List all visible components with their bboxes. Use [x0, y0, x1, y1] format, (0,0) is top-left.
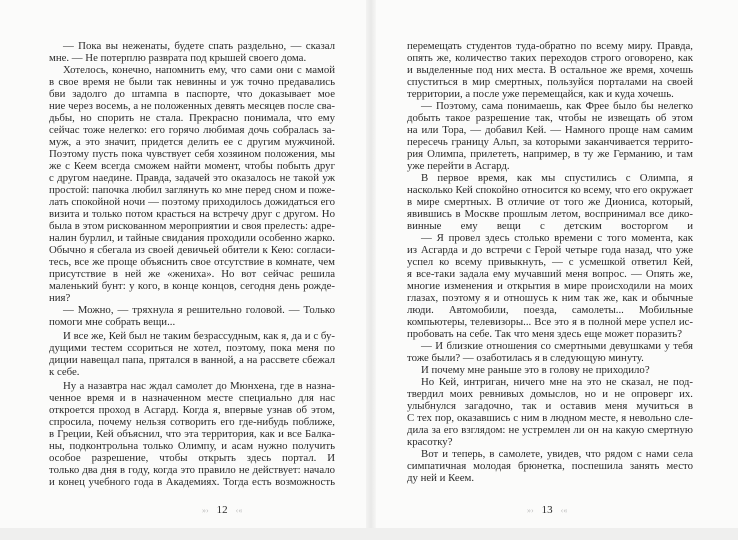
scan-edge — [0, 528, 738, 540]
ornament-icon: »› — [527, 506, 534, 515]
text-line: Но Кей, интриган, ничего мне на это не сказал, не под- — [421, 376, 693, 388]
ornament-icon: ‹« — [235, 506, 243, 515]
text-line: успел ко всему привыкнуть, — с усмешкой ответил Кей, — [407, 256, 693, 268]
text-line: добыть такое разрешение так, чтобы не извещать об этом — [407, 112, 693, 124]
text-line: — Можно, — тряхнула я решительно головой. — Только — [63, 304, 335, 316]
text-line: ны, подконтрольна только Олимпу, и асам нужно получить — [49, 440, 335, 452]
left-page-text — [49, 40, 335, 488]
text-line: спуститься в мир смертных, пользуйся порталами на своей — [407, 76, 693, 88]
text-line: я все-таки задала ему мучавший меня вопрос. — Опять же, — [407, 268, 693, 280]
page-number-left — [202, 504, 242, 517]
text-line: Обычно я сбегала из своей девичьей обители к Кею: согласи- — [49, 244, 335, 256]
text-line: улыбнулся загадочно, так и оставив меня мучиться в — [407, 400, 693, 412]
text-line: и конец учебного года в Академиях. Тогда есть возможность — [49, 476, 335, 488]
paragraph — [407, 364, 693, 376]
text-line: на или Тора, — добавил Кей. — Намного проще нам самим — [407, 124, 693, 136]
paragraph — [407, 40, 693, 100]
text-line: перемещать студентов туда-обратно по всему миру. Правда, — [407, 40, 693, 52]
text-line: Хотелось, конечно, напомнить ему, что сами они с мамой — [63, 64, 335, 76]
text-line: пробовать на себе. Так что меня здесь еще может поразить? — [407, 328, 683, 340]
text-line: многие изменения и открытия в мире происходили на моих — [407, 280, 693, 292]
text-line: лать спокойной ночи — поэтому приходилось дожидаться его — [49, 196, 335, 208]
text-line: И почему мне раньше это в голову не приходило? — [421, 364, 650, 376]
text-line: ду ней и Кеем. — [407, 472, 475, 484]
text-line: налин бурлил, и тайные свидания проходили особенно жарко. — [49, 232, 335, 244]
text-line: — Я провел здесь столько времени с того момента, как — [421, 232, 693, 244]
text-line: же с Кеем всегда сможем найти момент, чтобы побыть друг — [49, 160, 335, 172]
paragraph — [407, 232, 693, 340]
text-line: — Пока вы неженаты, будете спать раздельно, — сказал — [63, 40, 335, 52]
paragraph — [407, 376, 693, 448]
page-number: 12 — [216, 504, 228, 516]
text-line: сейчас тоже нелегко: его горячо любимая дочь собралась за- — [49, 124, 335, 136]
text-line: к себе. — [49, 366, 80, 378]
text-line: маленький бунт: у кого, в конце концов, сегодня день рожде- — [49, 280, 335, 292]
paragraph — [49, 330, 335, 378]
text-line: компьютеры, телевизоры... Все это я в полной мере успел ис- — [407, 316, 693, 328]
text-line: твердил моих ревнивых домыслов, но и не опроверг их. — [407, 388, 693, 400]
paragraph — [49, 64, 335, 304]
text-line: И все же, Кей был не таким безрассудным, как я, да и с бу- — [63, 330, 335, 342]
text-line: в Греции, Кей объяснил, что эта территория, как и все Балка- — [49, 428, 335, 440]
text-line: из Асгарда и до встречи с Герой четыре года назад, что уже — [407, 244, 693, 256]
text-line: бви задолго до штампа в паспорте, что доказывает мое — [49, 88, 335, 100]
text-line: Вот и теперь, в самолете, увидев, что рядом с нами села — [421, 448, 693, 460]
text-line: только два дня в году, когда это правило не действует: начало — [49, 464, 335, 476]
text-line: простой: папочка любил заглянуть ко мне перед сном и поже- — [49, 184, 335, 196]
book-gutter — [366, 0, 376, 540]
text-line: ние через восемь, а не положенных девять месяцев после сва- — [49, 100, 335, 112]
text-line: визита и только потом красться на встречу друг с другом. Но — [49, 208, 335, 220]
text-line: ния? — [49, 292, 71, 304]
text-line: территории, а после уже перемещайся, как и куда хочешь. — [407, 88, 674, 100]
text-line: насколько Кей спокойно относится ко всему, что его окружает — [407, 184, 693, 196]
text-line: и выделенные под них места. В остальное же время, хочешь — [407, 64, 693, 76]
page-number: 13 — [541, 504, 553, 516]
text-line: присутствие в ней же «жениха». Но вот сейчас решила — [49, 268, 335, 280]
text-line: откроется проход в Асгард. Когда я, впервые узнав об этом, — [49, 404, 335, 416]
text-line: опять же, количество таких переходов строго оговорено, как — [407, 52, 693, 64]
text-line: особое разрешение, чтобы открыть здесь портал. И — [49, 452, 335, 464]
text-line: — Поэтому, сама понимаешь, как Фрее было бы нелегко — [421, 100, 693, 112]
text-line: люди. Автомобили, поезда, самолеты... Мобильные — [407, 304, 693, 316]
paragraph — [407, 100, 693, 172]
text-line: была в этом рискованном мероприятии и своя прелесть: адре- — [49, 220, 335, 232]
text-line: симпатичная молодая брюнетка, поспешила занять место — [407, 460, 693, 472]
text-line: — И близкие отношения со смертными девушками у тебя — [421, 340, 693, 352]
paragraph — [407, 340, 693, 364]
text-line: ченное время и в назначенном месте специально для нас — [49, 392, 335, 404]
text-line: диции навещал папа, прятался в ванной, а на рассвете сбежал — [49, 354, 335, 366]
text-line: тесь, все же проще объяснить свое отсутствие в комнате, чем — [49, 256, 335, 268]
text-line: дущими тестем ссориться не хотел, поэтому, пока меня по — [49, 342, 335, 354]
text-line: винные ему вещи с детским восторгом и — [407, 220, 693, 232]
text-line: тоже были? — озаботилась я в следующую минуту. — [407, 352, 644, 364]
right-page-text — [407, 40, 693, 484]
text-line: в мире смертных. В отличие от того же Диониса, который, — [407, 196, 693, 208]
text-line: дьбы, но спорить не стала. Прекрасно понимала, что ему — [49, 112, 335, 124]
ornament-icon: ‹« — [560, 506, 568, 515]
text-line: в свое время не были так невинны и уж точно предавались — [49, 76, 335, 88]
text-line: С тех пор, оказавшись с ним в людном месте, я невольно сле- — [407, 412, 693, 424]
text-line: красотку? — [407, 436, 453, 448]
text-line: В первое время, как мы спустились с Олимпа, я — [421, 172, 693, 184]
text-line: муж, а это значит, придется делить ее с другим мужчиной. — [49, 136, 335, 148]
text-line: мне. — Не потерплю разврата под крышей своего дома. — [49, 52, 307, 64]
text-line: Поэтому пусть пока чувствует себя хозяином положения, мы — [49, 148, 335, 160]
paragraph — [49, 304, 335, 328]
text-line: помоги мне собрать вещи... — [49, 316, 176, 328]
text-line: уже перейти в Асгард. — [407, 160, 510, 172]
text-line: с другом наедине. Правда, задачей это оказалось не такой уж — [49, 172, 335, 184]
text-line: рия Олимпа, прилететь, например, в ту же Германию, и там — [407, 148, 693, 160]
text-line: пересечь границу Альп, за которыми заканчивается террито- — [407, 136, 693, 148]
text-line: дила за его взглядом: не устремлен ли он на какую смертную — [407, 424, 693, 436]
paragraph — [407, 448, 693, 484]
text-line: спросила, почему нельзя сотворить его где-нибудь поближе, — [49, 416, 335, 428]
paragraph — [49, 40, 335, 64]
ornament-icon: »› — [202, 506, 209, 515]
page-number-right — [527, 504, 567, 517]
paragraph — [49, 380, 335, 488]
text-line: явившись в Москве прошлым летом, воспринимал все дико- — [407, 208, 693, 220]
text-line: Ну а назавтра нас ждал самолет до Мюнхена, где в назна- — [63, 380, 335, 392]
paragraph — [407, 172, 693, 232]
text-line: глазах, поэтому я и отношусь к ним так же, как и обычные — [407, 292, 693, 304]
